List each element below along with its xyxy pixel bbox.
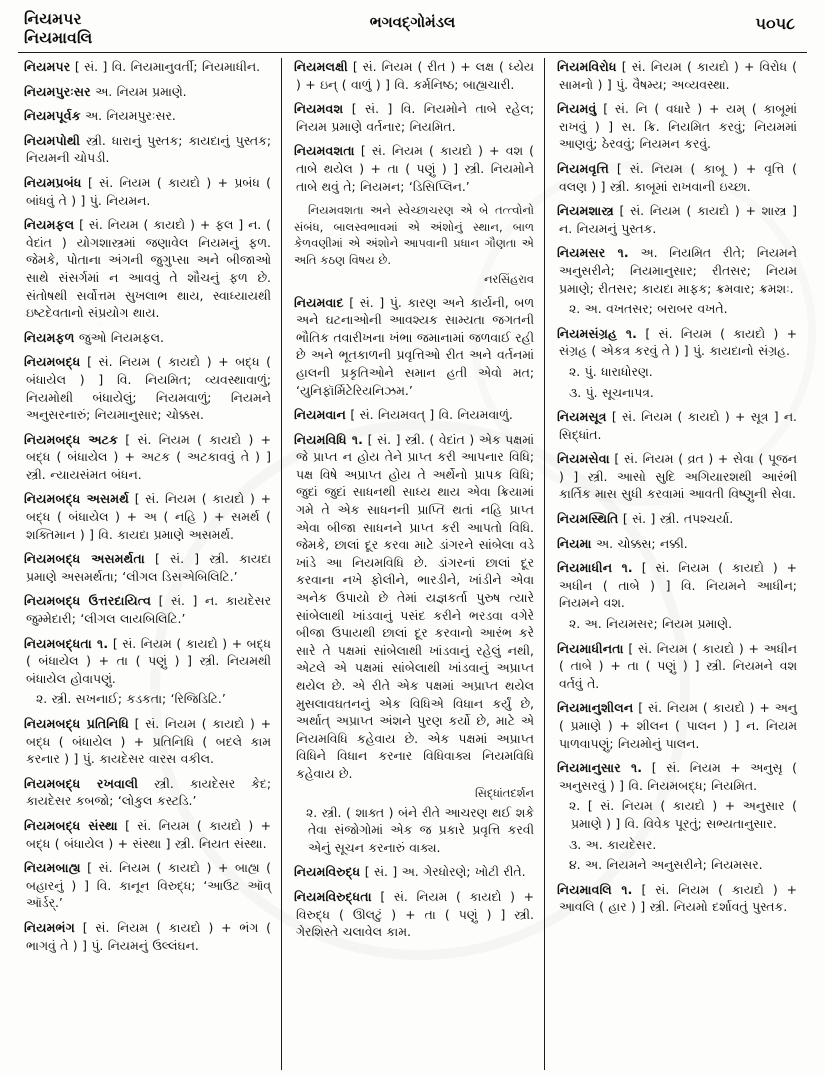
dictionary-entry bbox=[557, 640, 797, 693]
header-divider-rule bbox=[18, 52, 807, 53]
entry-definition: [ સં. નિયમ ( કાયદો ) + બદ્ધ ( બંધાયેલ ) ] વિ. નિયમિત; વ્યવસ્થાવાળું; નિયમોથી બંધાયેલું; નિયમવાળું; નિયમને અનુસરનારું; નિયમાનુસાર; ચોક્કસ. bbox=[26, 354, 271, 423]
entry-headword: નિયમસ્થિતિ bbox=[557, 511, 619, 527]
entry-headword: નિયમાધીનતા bbox=[557, 640, 624, 656]
dictionary-entry bbox=[557, 244, 797, 297]
entry-headword: નિયમબદ્ધ અટક bbox=[24, 431, 118, 447]
dictionary-entry bbox=[24, 83, 271, 101]
entry-definition: [ સં. નિયમ ( કાબૂ ) + વૃત્તિ ( વલણ ) ] સ્ત્રી. કાબૂમાં રાખવાની ઇચ્છા. bbox=[559, 160, 797, 194]
entry-headword: નિયમવૃત્તિ bbox=[557, 160, 609, 176]
entry-definition: [ સં. નિયમ ( કાયદો ) + અધીન ( તાબે ) ] વિ. નિયમને આધીન; નિયમને વશ. bbox=[559, 560, 797, 611]
dictionary-entry bbox=[557, 100, 797, 153]
entry-definition: [ સં. ] સ્ત્રી. કાયદા પ્રમાણે અસમર્થતા; ‘લીગલ ડિસએબિલિટિ.’ bbox=[26, 551, 272, 584]
dictionary-entry bbox=[294, 142, 534, 195]
entry-definition: [ સં. નિયમ ( કાયદો ) + ફલ ] ન. ( વેદાંત ) યોગશાસ્ત્રમાં જણાવેલ નિયમનું ફળ. જેમકે, પોતાના અંગની જુગુપ્સા અને બીજાઓ સાથે સંસર્ગમાં ન આવવું તે શૌચનું ફળ છે. સંતોષથી સર્વોત્તમ સુખલાભ થાય, સ્વાધ્યાયથી ઇષ્ટદેવતાનો સંપ્રયોગ થાય. bbox=[26, 217, 271, 321]
entry-definition: ૨. પું. ધારાધોરણ. bbox=[569, 363, 653, 379]
entry-headword: નિયમવશ bbox=[294, 101, 344, 117]
citation-attribution: સિદ્ધાંતદર્શન bbox=[475, 785, 534, 800]
dictionary-entry bbox=[294, 294, 534, 400]
entry-definition: અ. નિયમ પ્રમાણે. bbox=[90, 83, 187, 99]
entry-definition: [ સં. ] વિ. નિયમોને તાબે રહેલ; નિયમ પ્રમાણે વર્તનાર; નિયમિત. bbox=[296, 101, 534, 134]
entry-headword: નિયમા bbox=[557, 535, 592, 551]
entry-headword: નિયમશાસ્ત્ર bbox=[557, 203, 614, 219]
dictionary-entry bbox=[557, 510, 797, 528]
dictionary-sense bbox=[569, 300, 797, 318]
header-guide-word-first: નિયમપર bbox=[24, 10, 82, 28]
entry-headword: નિયમસૂત્ર bbox=[557, 409, 607, 425]
entry-definition: અ. ચોક્કસ; નક્કી. bbox=[591, 535, 688, 551]
dictionary-entry bbox=[24, 859, 271, 912]
dictionary-sense bbox=[569, 615, 797, 633]
entry-headword: નિયમાનુસાર ૧. bbox=[557, 760, 643, 776]
dictionary-entry bbox=[24, 715, 271, 768]
entry-definition: [ સં. નિયમ ( કાયદો ) + બદ્ધ ( બંધાયેલ ) + પ્રતિનિધિ ( બદલે કામ કરનાર ) ] પું. કાયદેસર વારસ વકીલ. bbox=[26, 716, 272, 767]
dictionary-entry bbox=[24, 490, 271, 543]
entry-definition: [ સં. ] વિ. નિયમાનુવર્તી; નિયમાધીન. bbox=[70, 59, 261, 74]
dictionary-entry bbox=[557, 759, 797, 794]
entry-definition: [ સં. નિયમ ( કાયદો ) + ભંગ ( ભાગવું તે ) ] પું. નિયમનું ઉલ્લંઘન. bbox=[26, 919, 271, 953]
dictionary-sense bbox=[36, 690, 271, 708]
entry-headword: નિયમસર ૧. bbox=[557, 245, 629, 261]
dictionary-entry bbox=[24, 353, 271, 423]
entry-definition: [ સં. નિયમ ( કાયદો ) + બદ્ધ ( બંધાયેલ ) + સંસ્થા ] સ્ત્રી. નિયત સંસ્થા. bbox=[26, 817, 272, 851]
header-book-title: ભગવદ્ગોમંડલ bbox=[369, 13, 456, 31]
dictionary-entry bbox=[557, 325, 797, 360]
dictionary-entry bbox=[557, 160, 797, 195]
entry-headword: નિયમસંગ્રહ ૧. bbox=[557, 325, 638, 341]
entry-headword: નિયમપ્રબંધ bbox=[24, 174, 82, 190]
dictionary-entry bbox=[294, 431, 534, 783]
entry-headword: નિયમબદ્ધ રખવાલી bbox=[24, 775, 139, 791]
entry-headword: નિયમફલ bbox=[24, 217, 75, 233]
entry-headword: નિયમપર bbox=[24, 59, 71, 74]
entry-definition: [ સં. નિયમ ( કાયદો ) + સૂત્ર ] ન. સિદ્ધાંત. bbox=[559, 409, 797, 442]
dictionary-entry bbox=[557, 202, 797, 237]
entry-headword: નિયમબદ્ધ પ્રતિનિધિ bbox=[24, 716, 129, 731]
dictionary-entry bbox=[557, 408, 797, 443]
column-1 bbox=[18, 58, 281, 1070]
entry-definition: [ સં. નિયમ ( કાયદો ) + આવલિ ( હાર ) ] સ્ત્રી. નિયમો દર્શાવતું પુસ્તક. bbox=[559, 881, 797, 915]
entry-headword: નિયમબદ્ધ અસમર્થ bbox=[24, 491, 129, 507]
entry-definition: [ સં. ] અ. ગેરધોરણે; ખોટી રીતે. bbox=[360, 864, 526, 880]
entry-headword: નિયમવિરોધ bbox=[557, 59, 617, 74]
entry-definition: ૩. પું. સૂચનાપત્ર. bbox=[569, 384, 654, 400]
entry-definition: [ સં. નિયમ ( કાયદો ) + બાહ્ય ( બહારનું ) ] વિ. કાનૂન વિરુદ્ધ; ‘આઉટ ઑવ્ ઑર્ડર્.’ bbox=[26, 860, 271, 911]
entry-definition: [ સં. નિયમ ( વ્રત ) + સેવા ( પૂજન ) ] સ્ત્રી. આસો સુદિ અગિયારશથી આરંભી કાર્તિક માસ સુધી કરવામાં આવતી વિષ્ણુની સેવા. bbox=[559, 451, 797, 502]
dictionary-entry bbox=[557, 881, 797, 916]
entry-definition: ૨. સ્ત્રી. ( શાક્ત ) બંને રીતે આચરણ થઈ શકે તેવા સંજોગોમાં એક જ પ્રકારે પ્રવૃત્તિ કરવી એનું સૂચન કરનારું વાક્ય. bbox=[306, 804, 534, 855]
entry-headword: નિયમભંગ bbox=[24, 919, 75, 935]
columns-container bbox=[18, 58, 807, 1070]
entry-headword: નિયમલક્ષી bbox=[294, 59, 348, 74]
dictionary-entry bbox=[294, 58, 534, 93]
entry-definition: [ સં. નિયમ ( કાયદો ) + વિરોધ ( સામનો ) ] પું. વૈષમ્ય; અવ્યવસ્થા. bbox=[559, 59, 797, 92]
page-header bbox=[0, 0, 825, 50]
entry-headword: નિયમવિધિ ૧. bbox=[294, 431, 364, 447]
entry-definition: [ સં. નિયમ ( કાયદો ) + અનુ ( પ્રમાણે ) + શીલન ( પાલન ) ] ન. નિયમ પાળવાપણું; નિયમોનું પાલન. bbox=[559, 700, 797, 751]
entry-headword: નિયમપૂર્વક bbox=[24, 108, 81, 124]
entry-headword: નિયમબદ્ધ સંસ્થા bbox=[24, 817, 118, 833]
entry-definition: સ્ત્રી. કાયદેસર કેદ; કાયદેસર કબજો; ‘લોકુલ કસ્ટડિ.’ bbox=[26, 775, 271, 809]
entry-definition: [ સં. નિયમ + અનુસૃ ( અનુસરવું ) ] વિ. નિયમબદ્ધ; નિયમિત. bbox=[559, 760, 797, 793]
entry-definition: ૨. [ સં. નિયમ ( કાયદો ) + અનુસાર ( પ્રમાણે ) ] વિ. વિવેક પૂરતું; સભ્યતાનુસાર. bbox=[569, 798, 797, 831]
dictionary-sense bbox=[306, 804, 534, 857]
entry-headword: નિયમવાદ bbox=[294, 294, 344, 310]
entry-headword: નિયમાવલિ ૧. bbox=[557, 881, 633, 897]
column-3 bbox=[544, 58, 807, 1070]
dictionary-entry bbox=[24, 919, 271, 954]
entry-definition: [ સં. નિયમ ( કાયદો ) + શાસ્ત્ર ] ન. નિયમનું પુસ્તક. bbox=[559, 203, 797, 236]
dictionary-entry bbox=[24, 775, 271, 810]
dictionary-entry bbox=[294, 888, 534, 941]
dictionary-entry bbox=[24, 107, 271, 125]
dictionary-entry bbox=[24, 592, 271, 627]
dictionary-entry bbox=[294, 100, 534, 135]
entry-headword: નિયમવું bbox=[557, 101, 597, 117]
dictionary-entry bbox=[24, 174, 271, 209]
entry-headword: નિયમફળ bbox=[24, 329, 75, 345]
entry-definition: [ સં. નિયમ ( કાયદો ) + અધીન ( તાબે ) + તા ( પણું ) ] સ્ત્રી. નિયમને વશ વર્તવું તે. bbox=[559, 640, 797, 691]
entry-definition: [ સં. નિયમ ( કાયદો ) + બદ્ધ ( બંધાયેલ ) + તા ( પણું ) ] સ્ત્રી. નિયમથી બંધાયેલ હોવાપણું. bbox=[26, 635, 271, 686]
quotation-paragraph: નિયમવશતા અને સ્વેચ્છાચરણ એ બે તત્ત્વોનો સંબંધ, બાલસ્વભાવમાં એ અંશોનું સ્થાન, બાળ કેળવણીમાં એ અંશોને આપવાની પ્રધાન ગૌણતા એ અતિ કઠણ વિષય છે. bbox=[294, 203, 534, 267]
entry-definition: ૪. અ. નિયમને અનુસરીને; નિયમસર. bbox=[569, 857, 763, 873]
entry-definition: [ સં. ] સ્ત્રી. તપશ્ચર્યા. bbox=[618, 511, 734, 527]
entry-definition: [ સં. નિયમ ( કાયદો ) + બદ્ધ ( બંધાયેલ ) + અટક ( અટકાવવું તે ) ] સ્ત્રી. ન્યાયસંમત બંધન. bbox=[26, 431, 272, 482]
entry-definition: સ્ત્રી. ધારાનું પુસ્તક; કાયદાનું પુસ્તક; નિયમની ચોપડી. bbox=[26, 132, 271, 166]
entry-definition: [ સં. નિયમ ( કાયદો ) + બદ્ધ ( બંધાયેલ ) + અ ( નહિ ) + સમર્થ ( શક્તિમાન ) ] વિ. કાયદા પ્રમાણે અસમર્થ. bbox=[26, 491, 271, 542]
entry-definition: [ સં. નિયમ ( રીત ) + લક્ષ ( ધ્યેય ) + ઇન્ ( વાળું ) ] વિ. કર્મનિષ્ઠ; બાહ્યચારી. bbox=[296, 59, 534, 92]
column-2 bbox=[281, 58, 544, 1070]
entry-definition: [ સં. નિયમ ( કાયદો ) + વશ ( તાબે થયેલ ) + તા ( પણું ) ] સ્ત્રી. નિયમોને તાબે થવું તે; નિયમન; ‘ડિસિપ્લિન.’ bbox=[296, 143, 534, 194]
entry-definition: ૨. અ. વખતસર; બરાબર વખતે. bbox=[569, 301, 728, 317]
header-guide-word-last: નિયમાવલિ bbox=[24, 29, 93, 47]
entry-definition: [ સં. ] ન. કાયદેસર જુમ્મેદારી; ‘લીગલ લાયબિલિટિ.’ bbox=[26, 593, 271, 627]
dictionary-entry bbox=[24, 329, 271, 347]
entry-definition: અ. નિયમિત રીતે; નિયમને અનુસરીને; નિયમાનુસાર; રીતસર; નિયમ પ્રમાણે; રીતસર; કાયદા માફક; ક્રમવાર; ક્રમશઃ. bbox=[559, 245, 797, 296]
dictionary-entry bbox=[557, 450, 797, 503]
entry-definition: જુઓ નિયમફલ. bbox=[74, 329, 164, 345]
entry-headword: નિયમાનુશીલન bbox=[557, 700, 634, 716]
entry-definition: [ સં. ] પું. કારણ અને કાર્યની, બળ અને ઘટનાઓની આવશ્યક સામ્યતા જગતની ભૌતિક તવારીખના ખંભા જમાનામાં જળવાઈ રહી છે અને ભૂતકાળની પ્રવૃત્તિઓ રીત અને વર્તનમાં હાલની પ્રકૃતિઓને સમાન હતી એવો મત; ‘યુનિફૉર્મિટેરિયનિઝમ.’ bbox=[296, 294, 534, 398]
dictionary-entry bbox=[557, 559, 797, 612]
page-number: ૫૦૫૮ bbox=[755, 14, 795, 33]
dictionary-entry bbox=[24, 635, 271, 688]
dictionary-sense bbox=[569, 797, 797, 832]
entry-definition: [ સં. નિયમ ( કાયદો ) + સંગ્રહ ( એકત્ર કરવું તે ) ] પું. કાયદાનો સંગ્રહ. bbox=[559, 325, 798, 359]
entry-definition: [ સં. નિયમવત્ ] વિ. નિયમવાળું. bbox=[345, 407, 513, 423]
dictionary-entry bbox=[24, 550, 271, 585]
entry-headword: નિયમબાહ્ય bbox=[24, 860, 81, 876]
entry-headword: નિયમપુરઃસર bbox=[24, 83, 91, 99]
entry-headword: નિયમવાન bbox=[294, 407, 346, 423]
dictionary-entry bbox=[557, 699, 797, 752]
entry-headword: નિયમબદ્ધ bbox=[24, 354, 81, 370]
dictionary-entry bbox=[294, 406, 534, 424]
entry-headword: નિયમાધીન ૧. bbox=[557, 560, 633, 576]
entry-definition: અ. નિયમપુરઃસર. bbox=[80, 108, 176, 124]
dictionary-sense bbox=[569, 836, 797, 854]
entry-definition: [ સં. ] સ્ત્રી. ( વેદાંત ) એક પક્ષમાં જે પ્રાપ્ત ન હોય તેને પ્રાપ્ત કરી આપનાર વિધિ; પક્ષ વિષે અપ્રાપ્ત હોય તે અર્થેનો પ્રાપક વિધિ; જુદાં જુદાં સાધનથી સાધ્ય થાય એવા ક્રિયામાં ગમે તે એક સાધનની પ્રાપ્તિ થતાં નહિ પ્રાપ્ત એવા બીજા સાધનને પ્રાપ્ત કરી આપતો વિધિ. જેમકે, છાલાં દૂર કરવા માટે ડાંગરને સાંબેલા વડે ખાંડે આ નિયમવિધિ છે. ડાંગરનાં છાલાં દૂર કરવાના નખે ફોલીને, ભારડીને, ખાંડીને એવા અનેક ઉપાયો છે તેમાં યજ્ઞકર્તા પુરુષ ત્યારે સાંબેલાથી ખાંડવાનું પસંદ કરીને ભરડવા વગેરે બીજા ઉપાયથી છાલાં દૂર કરવાનો આરંભ કરે સારે તે પક્ષમાં સાંબેલાથી ખાંડવાનું રહેલું નથી, એટલે એ પક્ષમાં સાંબેલાથી ખાંડવાનું અપ્રાપ્ત થયેલ છે. એ રીતે એક પક્ષમાં અપ્રાપ્ત થયેલ મુસલાવઘતનનું એક વિધિએ વિધાન કર્યું છે, અર્થાત્ અપ્રાપ્ત અંશને પુરણ કર્યો છે, માટે એ નિયમવિધિ કહેવાય છે. એક પક્ષમાં અપ્રાપ્ત વિધિને વિધાન કરનાર વિધિવાક્ય નિયમવિધિ કહેવાય છે. bbox=[296, 431, 535, 781]
entry-definition: [ સં. નિ ( વધારે ) + યમ્ ( કાબૂમાં રાખવું ) ] સ. ક્રિ. નિયમિત કરવું; નિયમમાં આણવું; ઠેરવવું; નિયમન કરવું. bbox=[559, 101, 797, 152]
dictionary-entry bbox=[557, 535, 797, 553]
entry-headword: નિયમસેવા bbox=[557, 451, 610, 467]
entry-headword: નિયમવશતા bbox=[294, 143, 355, 159]
dictionary-sense bbox=[569, 856, 797, 874]
dictionary-sense bbox=[569, 384, 797, 402]
entry-headword: નિયમવિરુદ્ધ bbox=[294, 864, 361, 880]
entry-headword: નિયમબદ્ધ અસમર્થતા bbox=[24, 551, 145, 567]
dictionary-entry bbox=[24, 132, 271, 167]
entry-headword: નિયમબદ્ધતા ૧. bbox=[24, 635, 109, 651]
entry-definition: [ સં. નિયમ ( કાયદો ) + વિરુદ્ધ ( ઊલટું ) + તા ( પણું ) ] સ્ત્રી. ગેરશિસ્તે ચલાવેલ કામ. bbox=[296, 888, 534, 940]
entry-definition: ૨. અ. નિયમસર; નિયમ પ્રમાણે. bbox=[569, 616, 733, 632]
dictionary-entry bbox=[557, 58, 797, 93]
entry-headword: નિયમબદ્ધ ઉત્તરદાયિત્વ bbox=[24, 593, 152, 609]
entry-headword: નિયમપોથી bbox=[24, 132, 81, 148]
dictionary-entry bbox=[24, 431, 271, 484]
entry-definition: ૨. સ્ત્રી. સખનાઈ; કડકતા; ‘રિજિડિટિ.’ bbox=[36, 691, 226, 707]
entry-definition: ૩. અ. કાયદેસર. bbox=[569, 836, 657, 852]
dictionary-entry bbox=[24, 216, 271, 322]
entry-headword: નિયમવિરુદ્ધતા bbox=[294, 888, 372, 904]
dictionary-sense bbox=[569, 363, 797, 381]
dictionary-entry bbox=[24, 817, 271, 852]
entry-definition: [ સં. નિયમ ( કાયદો ) + પ્રબંધ ( બાંધવું તે ) ] પું. નિયમન. bbox=[26, 174, 271, 208]
dictionary-entry bbox=[294, 863, 534, 881]
citation-attribution: નરસિંહરાવ bbox=[483, 271, 534, 286]
dictionary-entry bbox=[24, 58, 271, 76]
